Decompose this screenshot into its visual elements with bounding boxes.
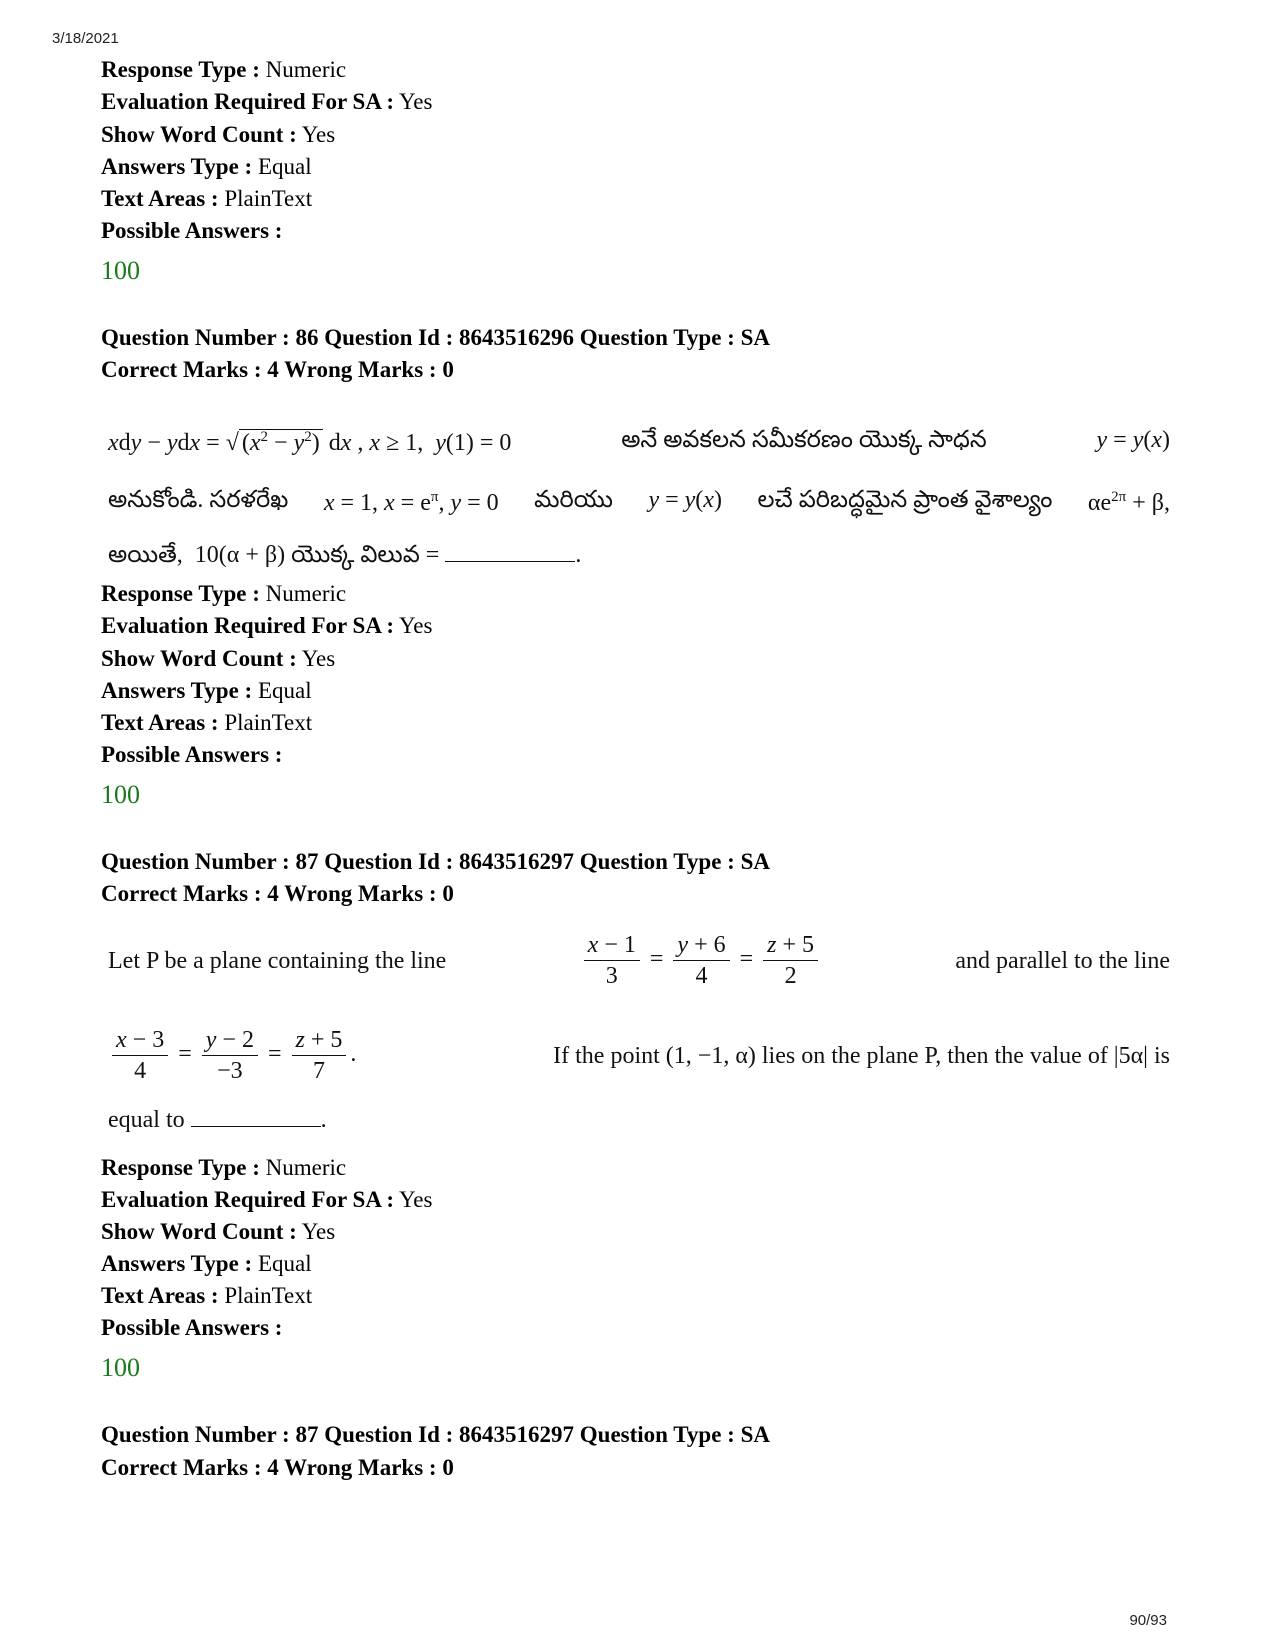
question-87-marks: Correct Marks : 4 Wrong Marks : 0 [101,881,454,906]
question-87-repeat-marks: Correct Marks : 4 Wrong Marks : 0 [101,1455,454,1480]
label: Show Word Count : [101,122,297,147]
equation: x = 1, $x = e^\pi$, y = 0 [323,489,499,516]
label: Text Areas : [101,1283,219,1308]
value: Equal [257,154,312,179]
evaluation-row [101,611,432,641]
value: PlainText [224,186,313,211]
equation: y = y(x) [648,487,722,513]
question-87-heading: Question Number : 87 Question Id : 8643516297 Question Type : SA [101,849,770,874]
question-86-marks: Correct Marks : 4 Wrong Marks : 0 [101,357,454,382]
label: Show Word Count : [101,646,297,671]
answers-type-row [101,152,312,182]
label: Response Type : [101,57,260,82]
label: Possible Answers : [101,1315,283,1340]
text: and parallel to the line [955,947,1170,974]
answers-type-row [101,676,312,706]
value: PlainText [224,710,313,735]
value: Numeric [265,57,347,82]
question-87-line-2 [108,1025,1170,1086]
value: Yes [399,1187,433,1212]
answer-blank [191,1106,321,1127]
answer-blank [445,541,575,562]
label: Show Word Count : [101,1219,297,1244]
telugu-text: యొక్క విలువ = [291,542,440,568]
possible-answers-row [101,1313,282,1343]
possible-answers-row [101,216,282,246]
text-areas-row [101,184,312,214]
value: Yes [399,89,433,114]
question-87-line-3: equal to . [108,1107,327,1133]
value: Equal [257,678,312,703]
possible-answer: 100 [101,256,140,285]
text: Let P be a plane containing the line [108,947,447,974]
answers-type-row [101,1249,312,1279]
telugu-text: లచే పరిబద్ధమైన ప్రాంత వైశాల్యం [757,487,1053,513]
label: Possible Answers : [101,742,283,767]
page-date: 3/18/2021 [52,30,119,47]
word-count-row [101,1217,335,1247]
equation: $\frac{x - 3}{4}$ = $\frac{y - 2}{-3}$ = $\frac{z + 5}{7}$ . [108,1025,356,1086]
equation: y = y(x) [1096,427,1170,453]
evaluation-row [101,87,432,117]
value: Yes [399,613,433,638]
label: Response Type : [101,581,260,606]
equation: $\alpha e^{2\pi} + \beta$, [1087,489,1170,516]
equation: 10(α + β) [194,542,286,568]
evaluation-row [101,1185,432,1215]
label: Text Areas : [101,710,219,735]
response-type-row [101,55,346,85]
telugu-text: అనుకోండి. సరళరేఖ [108,487,289,513]
equation: $\frac{x - 1}{3}$ = $\frac{y + 6}{4}$ = $\frac{z + 5}{2}$ [580,930,822,991]
response-type-row [101,1153,346,1183]
label: Answers Type : [101,678,253,703]
question-86-line-2 [108,480,1170,520]
question-86-line-3: అయితే, 10(α + β) యొక్క విలువ = . [108,542,582,568]
value: Numeric [265,581,347,606]
text: equal to [108,1107,185,1133]
label: Evaluation Required For SA : [101,1187,395,1212]
question-87-line-1 [108,930,1170,991]
response-type-row [101,579,346,609]
label: Text Areas : [101,186,219,211]
possible-answer: 100 [101,780,140,809]
label: Evaluation Required For SA : [101,89,395,114]
value: PlainText [224,1283,313,1308]
telugu-text: అనే అవకలన సమీకరణం యొక్క సాధన [621,427,987,453]
possible-answers-row [101,740,282,770]
label: Answers Type : [101,154,253,179]
text: If the point (1, −1, α) lies on the plane P, then the value of |5α| is [553,1042,1170,1069]
label: Evaluation Required For SA : [101,613,395,638]
equation: xdy − ydx = √ $(x^2 - y^2)$ dx , x ≥ 1, y(1) = 0 [108,429,512,456]
word-count-row [101,644,335,674]
question-86-line-1 [108,420,1170,460]
value: Numeric [265,1155,347,1180]
telugu-text: మరియు [534,487,613,513]
label: Possible Answers : [101,218,283,243]
label: Response Type : [101,1155,260,1180]
value: Yes [301,122,336,147]
value: Equal [257,1251,312,1276]
question-87-repeat-heading: Question Number : 87 Question Id : 8643516297 Question Type : SA [101,1422,770,1447]
question-86-heading: Question Number : 86 Question Id : 8643516296 Question Type : SA [101,325,770,350]
value: Yes [301,646,336,671]
possible-answer: 100 [101,1353,140,1382]
text-areas-row [101,708,312,738]
value: Yes [301,1219,336,1244]
word-count-row [101,120,335,150]
label: Answers Type : [101,1251,253,1276]
page-number: 90/93 [1129,1612,1167,1629]
text-areas-row [101,1281,312,1311]
telugu-text: అయితే, [108,542,183,568]
